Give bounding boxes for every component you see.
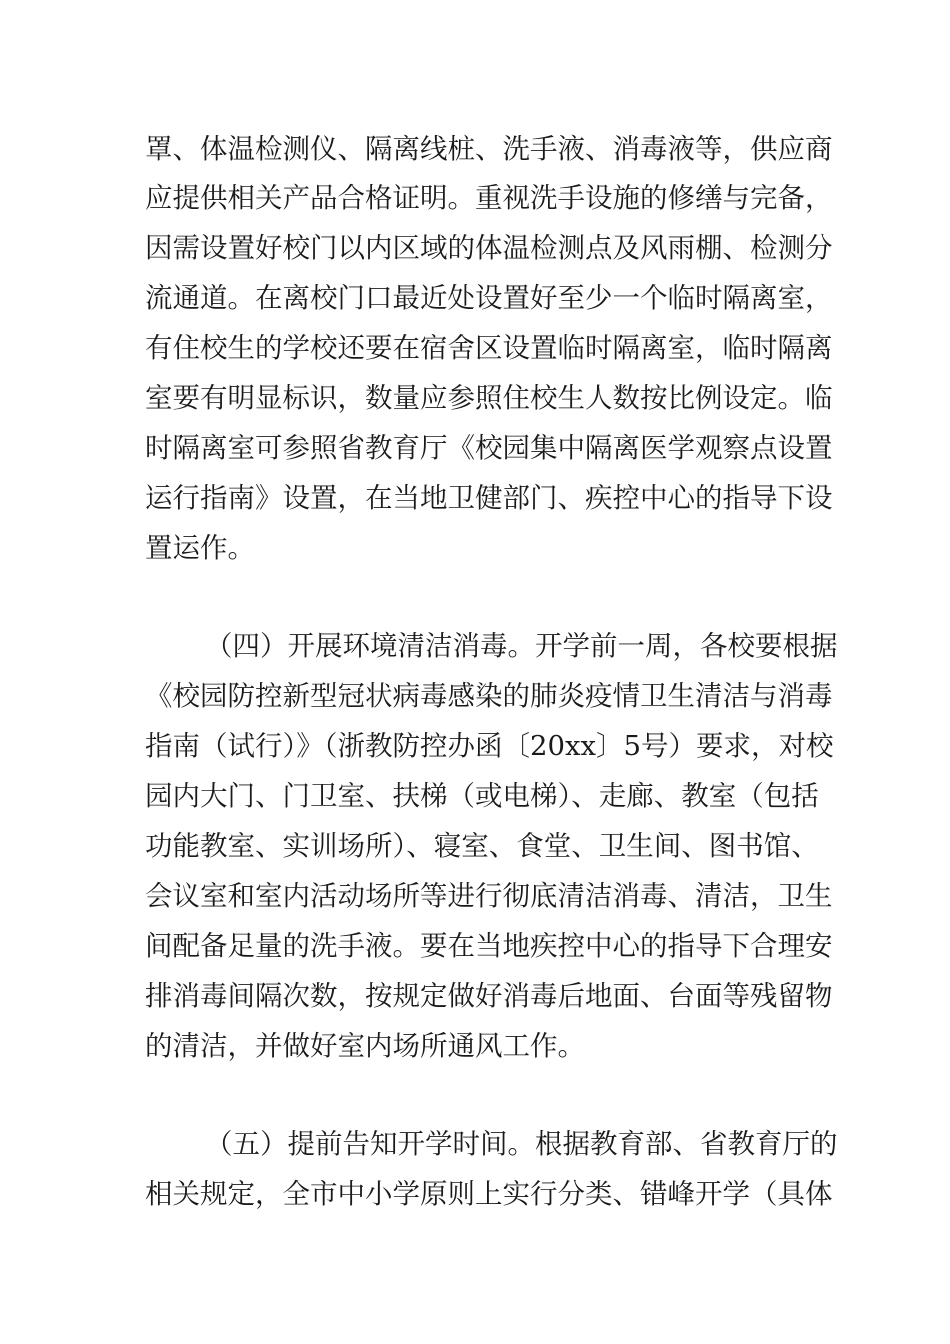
paragraph-line: 置运作。 [145,532,255,564]
paragraph-line: 相关规定，全市中小学原则上实行分类、错峰开学（具体 [145,1178,833,1210]
paragraph-line: 室要有明显标识，数量应参照住校生人数按比例设定。临 [145,382,833,414]
paragraph-line: 应提供相关产品合格证明。重视洗手设施的修缮与完备， [145,182,833,214]
paragraph-line: 因需设置好校门以内区域的体温检测点及风雨棚、检测分 [145,232,833,264]
paragraph-line: （四）开展环境清洁消毒。开学前一周，各校要根据 [205,630,838,662]
paragraph-line: 指南（试行）》（浙教防控办函〔20xx〕5号）要求，对校 [145,730,834,762]
paragraph-line: 有住校生的学校还要在宿舍区设置临时隔离室，临时隔离 [145,332,833,364]
paragraph-line: 排消毒间隔次数，按规定做好消毒后地面、台面等残留物 [145,980,833,1012]
paragraph-line: 园内大门、门卫室、扶梯（或电梯）、走廊、教室（包括 [145,780,819,812]
paragraph-line: 功能教室、实训场所）、寝室、食堂、卫生间、图书馆、 [145,830,819,862]
paragraph-line: 运行指南》设置，在当地卫健部门、疾控中心的指导下设 [145,482,833,514]
paragraph-line: 会议室和室内活动场所等进行彻底清洁消毒、清洁，卫生 [145,880,833,912]
paragraph-line: 时隔离室可参照省教育厅《校园集中隔离医学观察点设置 [145,432,833,464]
paragraph-line: 流通道。在离校门口最近处设置好至少一个临时隔离室， [145,282,833,314]
paragraph-line: （五）提前告知开学时间。根据教育部、省教育厅的 [205,1128,838,1160]
paragraph-line: 罩、体温检测仪、隔离线桩、洗手液、消毒液等，供应商 [145,133,833,165]
paragraph-line: 间配备足量的洗手液。要在当地疾控中心的指导下合理安 [145,930,833,962]
paragraph-line: 的清洁，并做好室内场所通风工作。 [145,1030,585,1062]
paragraph-line: 《校园防控新型冠状病毒感染的肺炎疫情卫生清洁与消毒 [145,680,833,712]
